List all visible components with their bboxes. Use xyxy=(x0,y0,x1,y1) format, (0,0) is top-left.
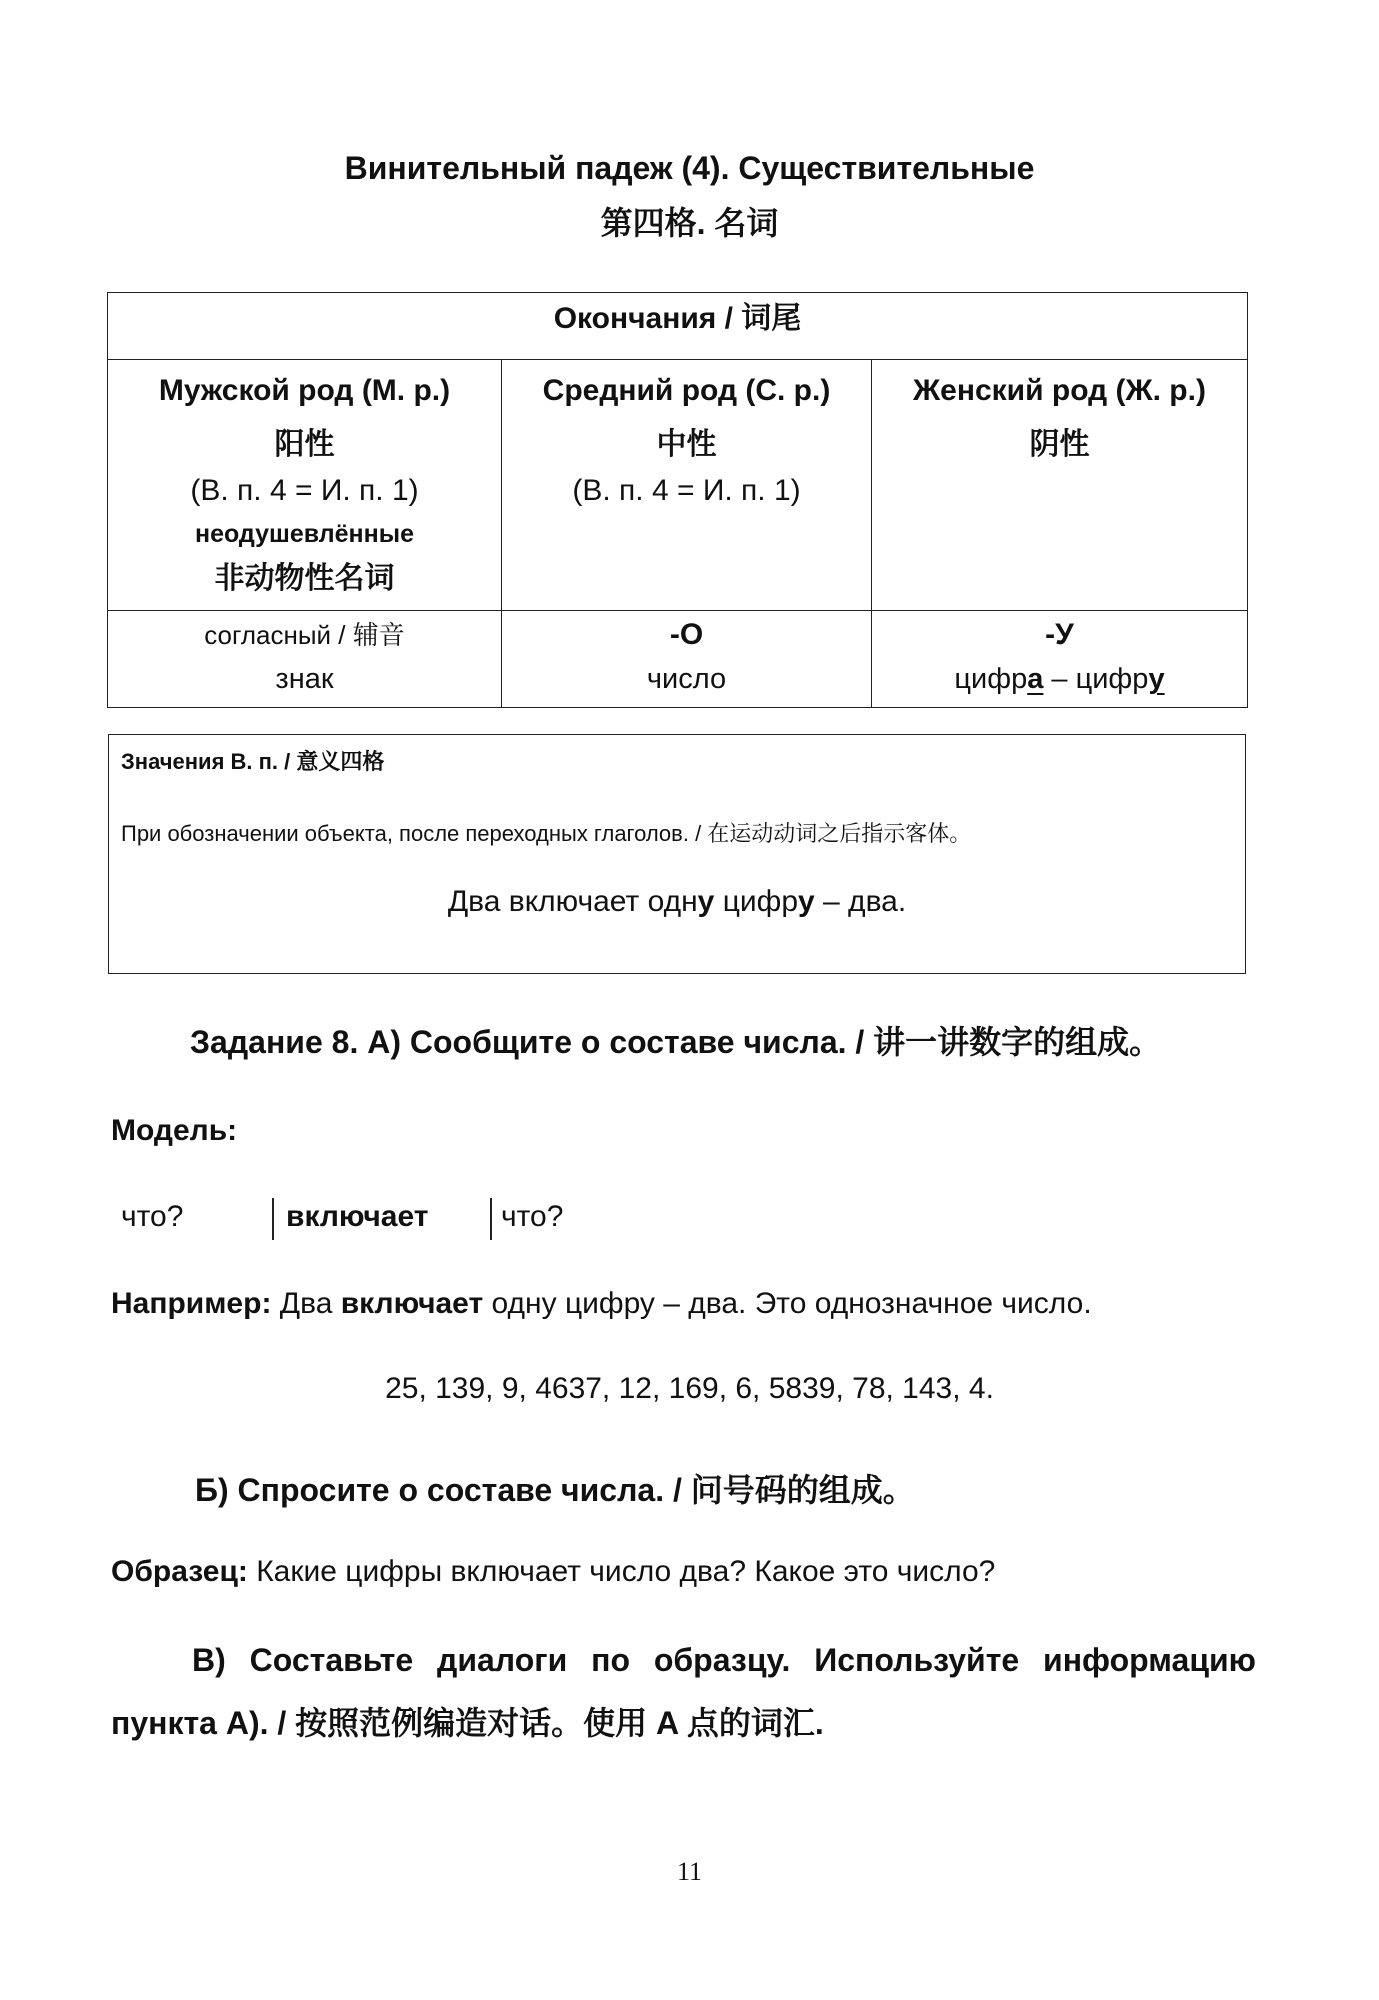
neuter-cn: 中性 xyxy=(656,428,717,461)
masculine-rule: (В. п. 4 = И. п. 1) xyxy=(190,474,419,507)
neuter-header-cell xyxy=(502,360,872,611)
sample-label: Образец: xyxy=(111,1555,248,1588)
feminine-example-ending2: у xyxy=(1148,663,1165,695)
neuter-ending: -О xyxy=(669,618,704,651)
endings-table-heading-row xyxy=(108,293,1248,360)
masculine-ending-cell xyxy=(108,611,502,708)
example-line xyxy=(111,1287,1092,1321)
feminine-name: Женский род (Ж. р.) xyxy=(913,374,1206,407)
feminine-example-sep: – xyxy=(1043,663,1076,695)
feminine-example xyxy=(872,657,1247,707)
task-title: Задание 8. А) Сообщите о составе числа. / 讲一讲数字的组成。 xyxy=(190,1024,1162,1060)
feminine-header-cell xyxy=(872,360,1248,611)
numbers-list: 25, 139, 9, 4637, 12, 169, 6, 5839, 78, 143, 4. xyxy=(385,1372,994,1405)
sample-text: Какие цифры включает число два? Какое это число? xyxy=(247,1555,996,1588)
endings-row xyxy=(108,611,1248,708)
neuter-ending-cell xyxy=(502,611,872,708)
meaning-example-part: Два включает одн xyxy=(447,885,698,918)
page-subtitle: 第四格. 名词 xyxy=(600,205,779,241)
neuter-rule: (В. п. 4 = И. п. 1) xyxy=(572,474,801,507)
pattern-divider xyxy=(490,1198,492,1240)
page-number: 11 xyxy=(676,1857,703,1886)
pattern-verb: включает xyxy=(286,1200,429,1233)
pattern-divider xyxy=(272,1198,274,1240)
example-text: Два xyxy=(271,1287,341,1320)
feminine-ending: -У xyxy=(1045,618,1074,651)
meaning-example-part: – два. xyxy=(814,885,907,918)
feminine-cn: 阴性 xyxy=(1029,428,1090,461)
model-label: Модель: xyxy=(111,1114,238,1147)
masculine-note: неодушевлённые xyxy=(194,520,415,548)
gender-header-row xyxy=(108,360,1248,611)
meaning-text: При обозначении объекта, после переходных глаголов. / 在运动动词之后指示客体。 xyxy=(121,821,972,846)
meaning-example-ending: у xyxy=(697,885,715,918)
example-text: одну цифру – два. Это однозначное число. xyxy=(483,1287,1092,1320)
page-title: Винительный падеж (4). Существительные xyxy=(344,150,1035,186)
masculine-ending: согласный / 辅音 xyxy=(204,620,405,650)
example-label: Например: xyxy=(111,1287,272,1320)
meaning-title: Значения В. п. / 意义四格 xyxy=(121,749,385,774)
feminine-ending-cell xyxy=(872,611,1248,708)
task-b-title: Б) Спросите о составе числа. / 问号码的组成。 xyxy=(195,1472,915,1508)
meaning-example-ending: у xyxy=(798,885,815,918)
feminine-example-ending1: а xyxy=(1027,663,1044,695)
masculine-name: Мужской род (М. р.) xyxy=(158,374,451,407)
masculine-example: знак xyxy=(275,663,334,695)
pattern-subject: что? xyxy=(121,1200,184,1233)
example-verb: включает xyxy=(340,1287,484,1320)
masculine-note-cn: 非动物性名词 xyxy=(214,562,395,595)
meaning-example-part: цифр xyxy=(714,885,799,918)
feminine-example-base2: цифр xyxy=(1075,663,1149,695)
task-v-line-2: пункта А). / 按照范例编造对话。使用 A 点的词汇. xyxy=(111,1705,824,1741)
feminine-example-base1: цифр xyxy=(954,663,1028,695)
meaning-box xyxy=(108,734,1246,974)
masculine-cn: 阳性 xyxy=(274,428,335,461)
task-v-line-1: В) Составьте диалоги по образцу. Используйте информацию xyxy=(192,1642,1256,1678)
masculine-header-cell xyxy=(108,360,502,611)
pattern-object: что? xyxy=(501,1200,564,1233)
meaning-example xyxy=(109,885,1245,919)
endings-heading: Окончания / 词尾 xyxy=(108,293,1248,360)
endings-table xyxy=(107,292,1248,708)
sample-line xyxy=(111,1555,995,1589)
neuter-example: число xyxy=(646,663,727,695)
neuter-name: Средний род (С. р.) xyxy=(542,374,831,407)
